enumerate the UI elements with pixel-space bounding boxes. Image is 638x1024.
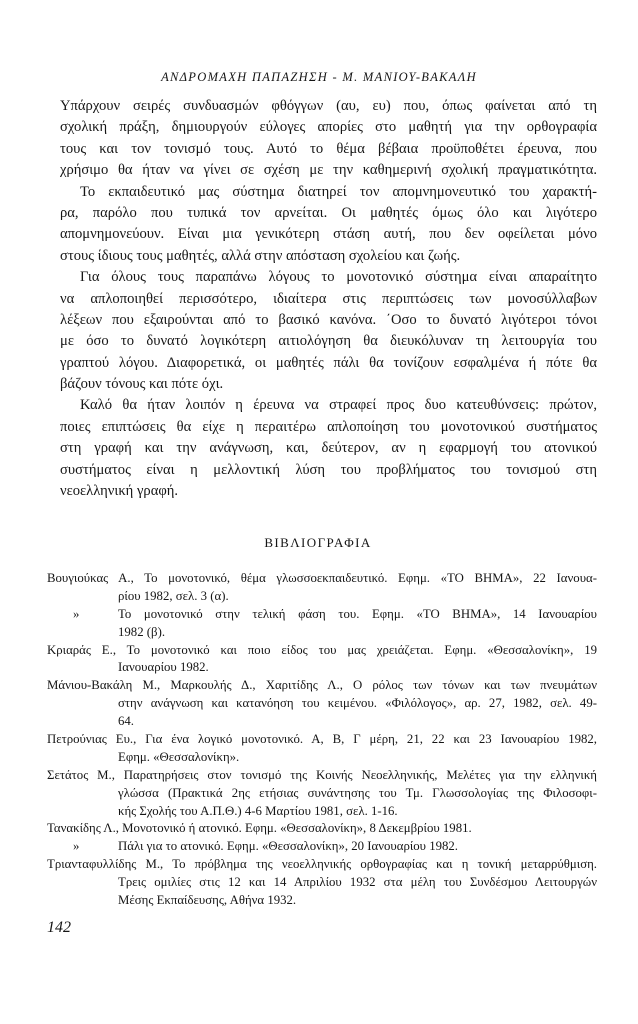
paragraph <box>60 267 597 395</box>
body-line: να απλοποιηθεί περισσότερο, ιδιαίτερα στις περιπτώσεις των μονοσύλλαβων <box>60 290 597 307</box>
body-line: συστήματος είναι η μελλοντική λύση του προβλήματος του τονισμού στη <box>60 461 597 478</box>
paragraph <box>60 182 597 268</box>
body-line: με όσο το δυνατό λογικότερη αιτιολόγηση θα διευκόλυναν τη λειτουργία του <box>60 333 597 350</box>
bibliography-line: Εφημ. «Θεσσαλονίκη». <box>118 749 240 764</box>
ditto-mark: » <box>73 839 80 854</box>
ditto-mark: » <box>73 606 80 621</box>
bibliography-line: στην ανάγνωση και κατανόηση του κειμένου. «Φιλόλογος», αρ. 27, 1982, σελ. 49- <box>118 696 597 711</box>
bibliography-line: Σετάτος Μ., Παρατηρήσεις στον τονισμό της Κοινής Νεοελληνικής, Μελέτες για την ελληνική <box>47 767 597 782</box>
bibliography-entry <box>47 767 597 821</box>
bibliography-entry <box>47 856 597 910</box>
bibliography-line: Τανακίδης Λ., Μονοτονικό ή ατονικό. Εφημ. «Θεσσαλονίκη», 8 Δεκεμβρίου 1981. <box>47 821 472 836</box>
paragraph <box>60 96 597 182</box>
body-line: ποιες επιπτώσεις θα είχε η περαιτέρω απλοποίηση του μονοτονικού συστήματος <box>60 418 597 435</box>
bibliography-line: κής Σχολής του Α.Π.Θ.) 4-6 Μαρτίου 1981, σελ. 1-16. <box>118 803 398 818</box>
bibliography-line: Μέσης Εκπαίδευσης, Αθήνα 1932. <box>118 893 297 908</box>
body-line: νεοελληνική γραφή. <box>60 483 179 500</box>
body-line: απομνημονεύουν. Είναι μια γενικότερη στάση αυτή, που δεν οφείλεται μόνο <box>60 226 597 243</box>
bibliography-entry <box>47 570 597 606</box>
bibliography-entry <box>47 731 597 767</box>
bibliography-entry <box>47 820 597 838</box>
bibliography-list <box>47 570 597 910</box>
body-line: Για όλους τους παραπάνω λόγους το μονοτονικό σύστημα είναι απαραίτητο <box>80 269 597 286</box>
body-line: λέξεων που εξαιρούνται από το βασικό κανόνα. ΄Οσο το δυνατό λιγότεροι τόνοι <box>60 311 597 328</box>
bibliography-line: Τριανταφυλλίδης Μ., Το πρόβλημα της νεοελληνικής ορθογραφίας και η τονική μεταρρύθμιση. <box>47 857 597 872</box>
bibliography-line: Πετρούνιας Ευ., Για ένα λογικό μονοτονικό. Α, Β, Γ μέρη, 21, 22 και 23 Ιανουαρίου 1982, <box>47 732 597 747</box>
bibliography-line: Ιανουαρίου 1982. <box>118 660 209 675</box>
bibliography-line: Πάλι για το ατονικό. Εφημ. «Θεσσαλονίκη», 20 Ιανουαρίου 1982. <box>118 839 458 854</box>
body-line: σχολική πράξη, δημιουργούν εύλογες απορίες στο μαθητή για την ορθογραφία <box>60 119 597 136</box>
bibliography-line: γλώσσα (Πρακτικά 2ης ετήσιας συνάντησης του Τμ. Γλωσσολογίας της Φιλοσοφι- <box>118 785 597 800</box>
body-line: Το εκπαιδευτικό μας σύστημα διατηρεί τον απομνημονευτικό του χαρακτή- <box>80 183 597 200</box>
body-line: Καλό θα ήταν λοιπόν η έρευνα να στραφεί προς δυο κατευθύνσεις: πρώτον, <box>80 397 597 414</box>
bibliography-line: ρίου 1982, σελ. 3 (α). <box>118 588 229 603</box>
page-number: 142 <box>47 919 71 936</box>
bibliography-line: Βουγιούκας Α., Το μονοτονικό, θέμα γλωσσοεκπαιδευτικό. Εφημ. «ΤΟ ΒΗΜΑ», 22 Ιανουα- <box>47 571 597 585</box>
body-line: τους και τον τονισμό τους. Αυτό το θέμα βέβαια προϋποθέτει έρευνα, που <box>60 140 597 157</box>
body-line: στους ίδιους τους μαθητές, αλλά στην απόσταση σχολείου και ζωής. <box>60 247 461 264</box>
body-text <box>60 96 597 502</box>
bibliography-line: 64. <box>118 714 134 729</box>
bibliography-entry <box>47 642 597 678</box>
running-header: ΑΝΔΡΟΜΑΧΗ ΠΑΠΑΖΗΣΗ - Μ. ΜΑΝΙΟΥ-ΒΑΚΑΛΗ <box>161 70 477 84</box>
body-line: βάζουν τόνους και πότε όχι. <box>60 376 224 393</box>
bibliography-entry <box>47 677 597 731</box>
bibliography-line: Μάνιου-Βακάλη Μ., Μαρκουλής Δ., Χαριτίδης Λ., Ο ρόλος των τόνων και των πνευμάτων <box>47 678 597 693</box>
body-line: χρήσιμο θα ήταν να γίνει σε σχέση με την καθημερινή σχολική πραγματικότητα. <box>60 162 597 179</box>
bibliography-entry <box>47 606 597 642</box>
body-line: Υπάρχουν σειρές συνδυασμών φθόγγων (αυ, ευ) που, όπως φαίνεται από τη <box>60 98 597 114</box>
bibliography-entry <box>47 838 597 856</box>
paragraph <box>60 395 597 502</box>
bibliography-line: Το μονοτονικό στην τελική φάση του. Εφημ. «ΤΟ ΒΗΜΑ», 14 Ιανουαρίου <box>118 606 597 621</box>
body-line: γραπτού λόγου. Διαφορετικά, οι μαθητές πάλι θα τονίζουν εσφαλμένα ή πότε θα <box>60 354 597 371</box>
bibliography-line: Τρεις ομιλίες στις 12 και 14 Απριλίου 1932 στα μέλη του Συνδέσμου Λειτουργών <box>118 875 597 890</box>
bibliography-heading: ΒΙΒΛΙΟΓΡΑΦΙΑ <box>264 535 372 550</box>
bibliography-line: 1982 (β). <box>118 624 166 639</box>
body-line: στη γραφή και την ανάγνωση, και, δεύτερον, αν η εφαρμογή του ατονικού <box>60 440 597 457</box>
bibliography-line: Κριαράς Ε., Το μονοτονικό και ποιο είδος του μας χρειάζεται. Εφημ. «Θεσσαλονίκη», 19 <box>47 642 597 657</box>
body-line: ρα, παρόλο που τυπικά τον αρνείται. Οι μαθητές όμως όλο και λιγότερο <box>60 204 597 221</box>
